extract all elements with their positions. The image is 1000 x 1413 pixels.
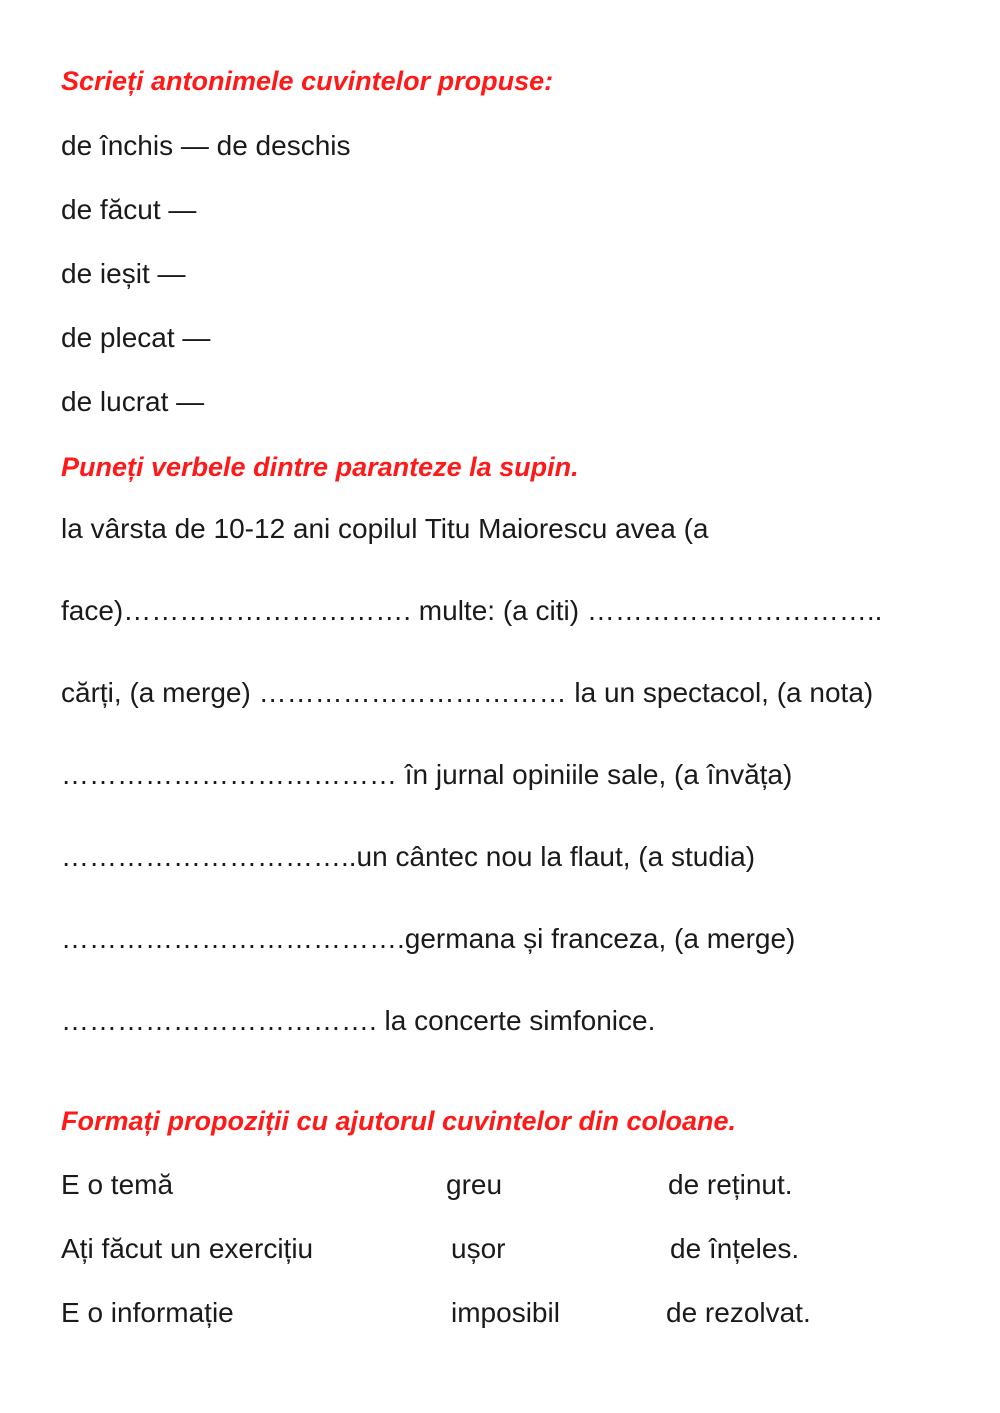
column-2-cell: ușor bbox=[451, 1233, 506, 1264]
supin-line: cărți, (a merge) …………………………… la un spectacol, (a nota) bbox=[61, 677, 874, 708]
supin-line: ……………………………. la concerte simfonice. bbox=[61, 1005, 656, 1036]
antonym-item: de plecat — bbox=[61, 322, 211, 353]
antonym-item: de făcut — bbox=[61, 194, 197, 225]
supin-line: face)…………………………. multe: (a citi) ………………………….. bbox=[61, 595, 883, 626]
section-3-heading: Formați propoziții cu ajutorul cuvintelor din coloane. bbox=[61, 1106, 737, 1136]
section-1-heading: Scrieți antonimele cuvintelor propuse: bbox=[61, 66, 554, 96]
column-1-cell: Ați făcut un exercițiu bbox=[61, 1233, 314, 1264]
supin-line: la vârsta de 10-12 ani copilul Titu Maiorescu avea (a bbox=[61, 513, 709, 544]
antonym-item: de închis — de deschis bbox=[61, 130, 351, 161]
column-1-cell: E o temă bbox=[61, 1169, 174, 1200]
column-1-cell: E o informație bbox=[61, 1297, 234, 1328]
supin-line: ……………………………….germana și franceza, (a merge) bbox=[61, 923, 796, 954]
column-3-cell: de înțeles. bbox=[670, 1233, 800, 1264]
column-2-cell: greu bbox=[446, 1169, 503, 1200]
antonym-item: de ieșit — bbox=[61, 258, 186, 289]
antonym-item: de lucrat — bbox=[61, 386, 205, 417]
column-3-cell: de rezolvat. bbox=[666, 1297, 811, 1328]
column-2-cell: imposibil bbox=[451, 1297, 560, 1328]
supin-line: …………………………..un cântec nou la flaut, (a studia) bbox=[61, 841, 756, 872]
supin-line: ……………………………… în jurnal opiniile sale, (a învăța) bbox=[61, 759, 793, 790]
section-2-heading: Puneți verbele dintre paranteze la supin. bbox=[61, 452, 579, 482]
column-3-cell: de reținut. bbox=[668, 1169, 793, 1200]
